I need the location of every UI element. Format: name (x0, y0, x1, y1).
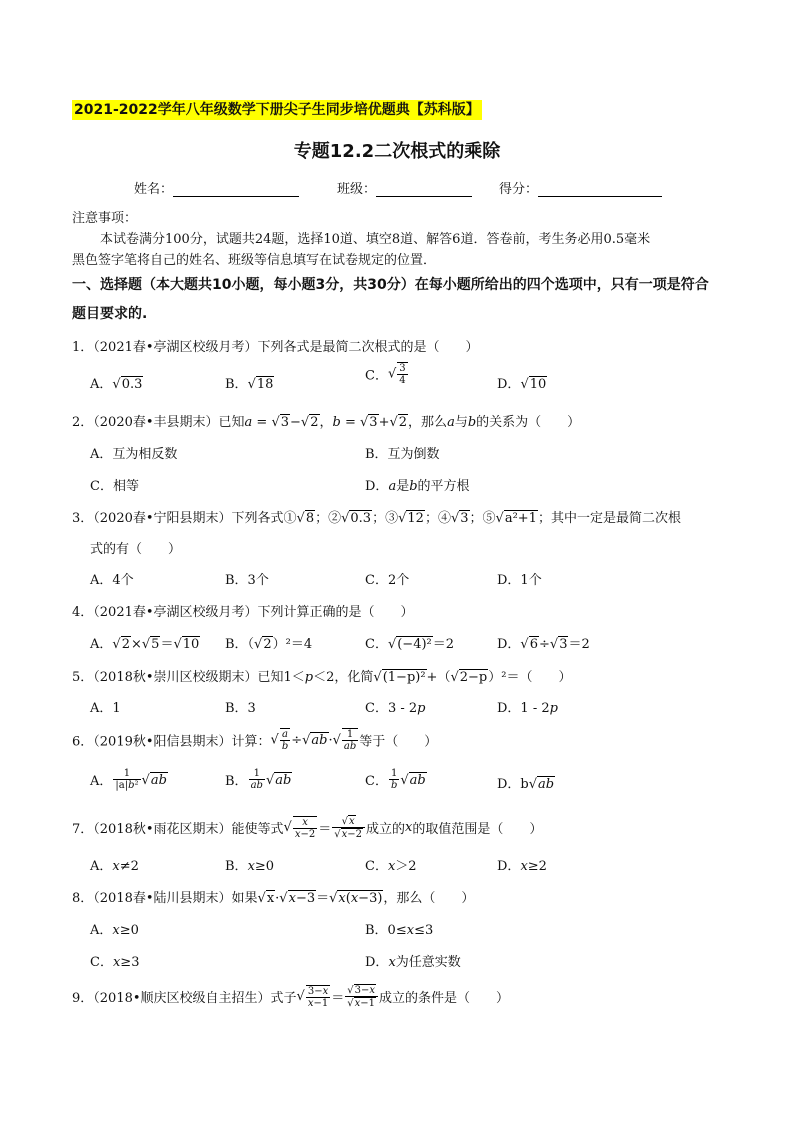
q2-option-b[interactable]: B．互为倒数 (365, 447, 440, 462)
q4-option-d[interactable]: D．√6÷√3＝2 (497, 637, 590, 652)
score-field (499, 178, 662, 197)
q5-option-d[interactable]: D．1 - 2p (497, 701, 558, 716)
q3-stem: 3．（2020春•宁阳县期末）下列各式①√8；②√0.3；③√12；④√3；⑤√a²+1；其中一定是最简二次根 (72, 511, 681, 526)
notice-line-1: 本试卷满分100分，试题共24题，选择10道、填空8道、解答6道．答卷前，考生务必用0.5毫米 (100, 232, 651, 247)
name-label: 姓名： (134, 182, 174, 197)
q2-option-d[interactable]: D．a是b的平方根 (365, 479, 470, 494)
q6-option-b[interactable]: B． $\frac{1}{ab}$ √ab (225, 768, 292, 791)
q6-option-d[interactable]: D．b√ab (497, 777, 555, 792)
q2-option-a[interactable]: A．互为相反数 (90, 447, 178, 462)
q7-option-a[interactable]: A．x≠2 (90, 859, 139, 874)
q5-option-b[interactable]: B．3 (225, 701, 256, 716)
q8-option-d[interactable]: D．x为任意实数 (365, 955, 461, 970)
q7-option-d[interactable]: D．x≥2 (497, 859, 547, 874)
q4-option-a[interactable]: A．√2×√5＝√10 (90, 637, 200, 652)
q5-stem: 5．（2018秋•崇川区校级期末）已知1＜p＜2，化简√(1−p)²+（√2−p）²＝（ ） (72, 670, 572, 685)
class-label: 班级： (337, 182, 377, 197)
q4-option-b[interactable]: B．（√2）²＝4 (225, 637, 313, 652)
q8-stem: 8．（2018春•陆川县期末）如果√x·√x−3＝√x(x−3)，那么（ ） (72, 891, 475, 906)
q8-option-b[interactable]: B．0≤x≤3 (365, 923, 434, 938)
q3-option-c[interactable]: C．2个 (365, 573, 410, 588)
q4-option-c[interactable]: C．√(−4)²＝2 (365, 637, 455, 652)
q1-option-a[interactable]: A．√0.3 (90, 377, 143, 392)
name-blank[interactable] (173, 182, 299, 197)
q1-option-b[interactable]: B．√18 (225, 377, 274, 392)
q2-stem: 2．（2020春•丰县期末）已知a = √3−√2，b = √3+√2，那么a与b的关系为（ ） (72, 415, 581, 430)
q7-option-c[interactable]: C．x＞2 (365, 859, 417, 874)
q3-option-b[interactable]: B．3个 (225, 573, 269, 588)
q2-option-c[interactable]: C．相等 (90, 479, 139, 494)
q3-option-a[interactable]: A．4个 (90, 573, 134, 588)
notice-heading: 注意事项： (72, 211, 138, 226)
q9-stem: 9．（2018•顺庆区校级自主招生）式子√ $\frac{3-x}{x-1}$ ＝ $\frac{√3-x}{√x-1}$ 成立的条件是（ ） (72, 985, 510, 1009)
q4-stem: 4．（2021春•亭湖区校级月考）下列计算正确的是（ ） (72, 605, 414, 620)
q1-option-d[interactable]: D．√10 (497, 377, 547, 392)
q5-option-a[interactable]: A．1 (90, 701, 121, 716)
q1-stem: 1．（2021春•亭湖区校级月考）下列各式是最简二次根式的是（ ） (72, 340, 479, 355)
class-blank[interactable] (376, 182, 472, 197)
notice-line-2: 黑色签字笔将自己的姓名、班级等信息填写在试卷规定的位置． (72, 253, 437, 268)
section-heading-line-1: 一、选择题（本大题共10小题，每小题3分，共30分）在每小题所给出的四个选项中，只有一项是符合 (72, 277, 709, 293)
q7-option-b[interactable]: B．x≥0 (225, 859, 275, 874)
q5-option-c[interactable]: C．3 - 2p (365, 701, 426, 716)
class-field (337, 178, 472, 197)
q3-option-d[interactable]: D．1个 (497, 573, 542, 588)
q6-stem: 6．（2019秋•阳信县期末）计算：√ $\frac{a}{b}$ ÷√ab·√ $\frac{1}{ab}$ 等于（ ） (72, 729, 438, 752)
header-banner: 2021-2022学年八年级数学下册尖子生同步培优题典【苏科版】 (74, 102, 480, 118)
section-heading-line-2: 题目要求的. (72, 306, 148, 322)
q6-option-a[interactable]: A． $\frac{1}{\text{|a|b²}}$ √ab (90, 768, 167, 791)
q1-option-c[interactable]: C．√ $\frac{3}{4}$ (365, 363, 406, 386)
name-field (134, 178, 299, 197)
score-label: 得分： (499, 182, 539, 197)
q7-stem: 7．（2018秋•雨花区期末）能使等式√ $\frac{x}{x-2}$ ＝ $\frac{√x}{√x-2}$ 成立的x的取值范围是（ ） (72, 816, 543, 840)
q8-option-c[interactable]: C．x≥3 (90, 955, 140, 970)
q8-option-a[interactable]: A．x≥0 (90, 923, 139, 938)
q3-stem-line-2: 式的有（ ） (90, 542, 182, 557)
page-title: 专题12.2二次根式的乘除 (293, 141, 501, 162)
score-blank[interactable] (538, 182, 662, 197)
q6-option-c[interactable]: C． $\frac{1}{b}$ √ab (365, 768, 426, 791)
